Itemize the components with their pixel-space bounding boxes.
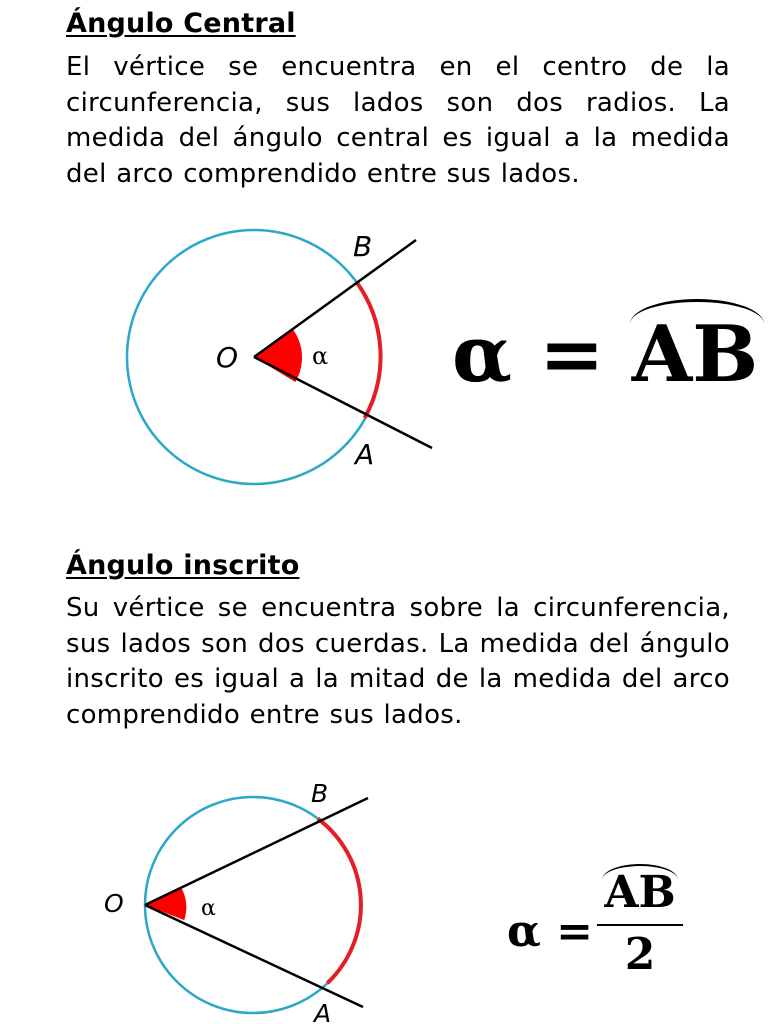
central-angle-description: El vértice se encuentra en el centro de la circunferencia, sus lados son dos radios. La medida del ángulo central es igual a la medida del arco comprendido entre sus lados. bbox=[66, 52, 730, 189]
chord-ob bbox=[145, 798, 368, 905]
angle-label-alpha: α bbox=[201, 896, 216, 921]
inscribed-angle-diagram bbox=[0, 775, 420, 1024]
central-angle-diagram bbox=[0, 220, 460, 490]
central-angle-wedge bbox=[254, 329, 302, 382]
inscribed-angle-description: Su vértice se encuentra sobre la circunferencia, sus lados son dos cuerdas. La medida del ángulo inscrito es igual a la mitad de la medida del arco comprendido entre sus lados. bbox=[66, 593, 730, 730]
point-label-a: A bbox=[314, 999, 332, 1024]
central-angle-formula bbox=[452, 305, 758, 405]
formula-lhs: α = bbox=[452, 309, 632, 400]
formula-arc-ab: AB bbox=[604, 867, 676, 918]
inscribed-arc-ab bbox=[318, 819, 361, 984]
point-label-a: A bbox=[355, 438, 375, 471]
point-label-b: B bbox=[353, 230, 373, 263]
vertex-label-o: O bbox=[104, 889, 124, 918]
radius-oa bbox=[254, 357, 432, 448]
point-label-b: B bbox=[311, 779, 329, 808]
formula-arc-ab: AB bbox=[632, 305, 758, 405]
central-arc-ab bbox=[357, 283, 380, 418]
inscribed-angle-title: Ángulo inscrito bbox=[66, 550, 300, 581]
vertex-label-o: O bbox=[216, 341, 239, 374]
fraction-numerator bbox=[597, 868, 683, 918]
central-angle-title: Ángulo Central bbox=[66, 8, 296, 39]
formula-lhs: α = bbox=[507, 906, 594, 957]
radius-ob bbox=[254, 240, 416, 357]
chord-oa bbox=[145, 905, 363, 1007]
fraction-bar bbox=[597, 924, 683, 926]
formula-fraction bbox=[597, 868, 683, 980]
fraction-denominator: 2 bbox=[624, 929, 656, 980]
angle-label-alpha: α bbox=[312, 342, 329, 370]
